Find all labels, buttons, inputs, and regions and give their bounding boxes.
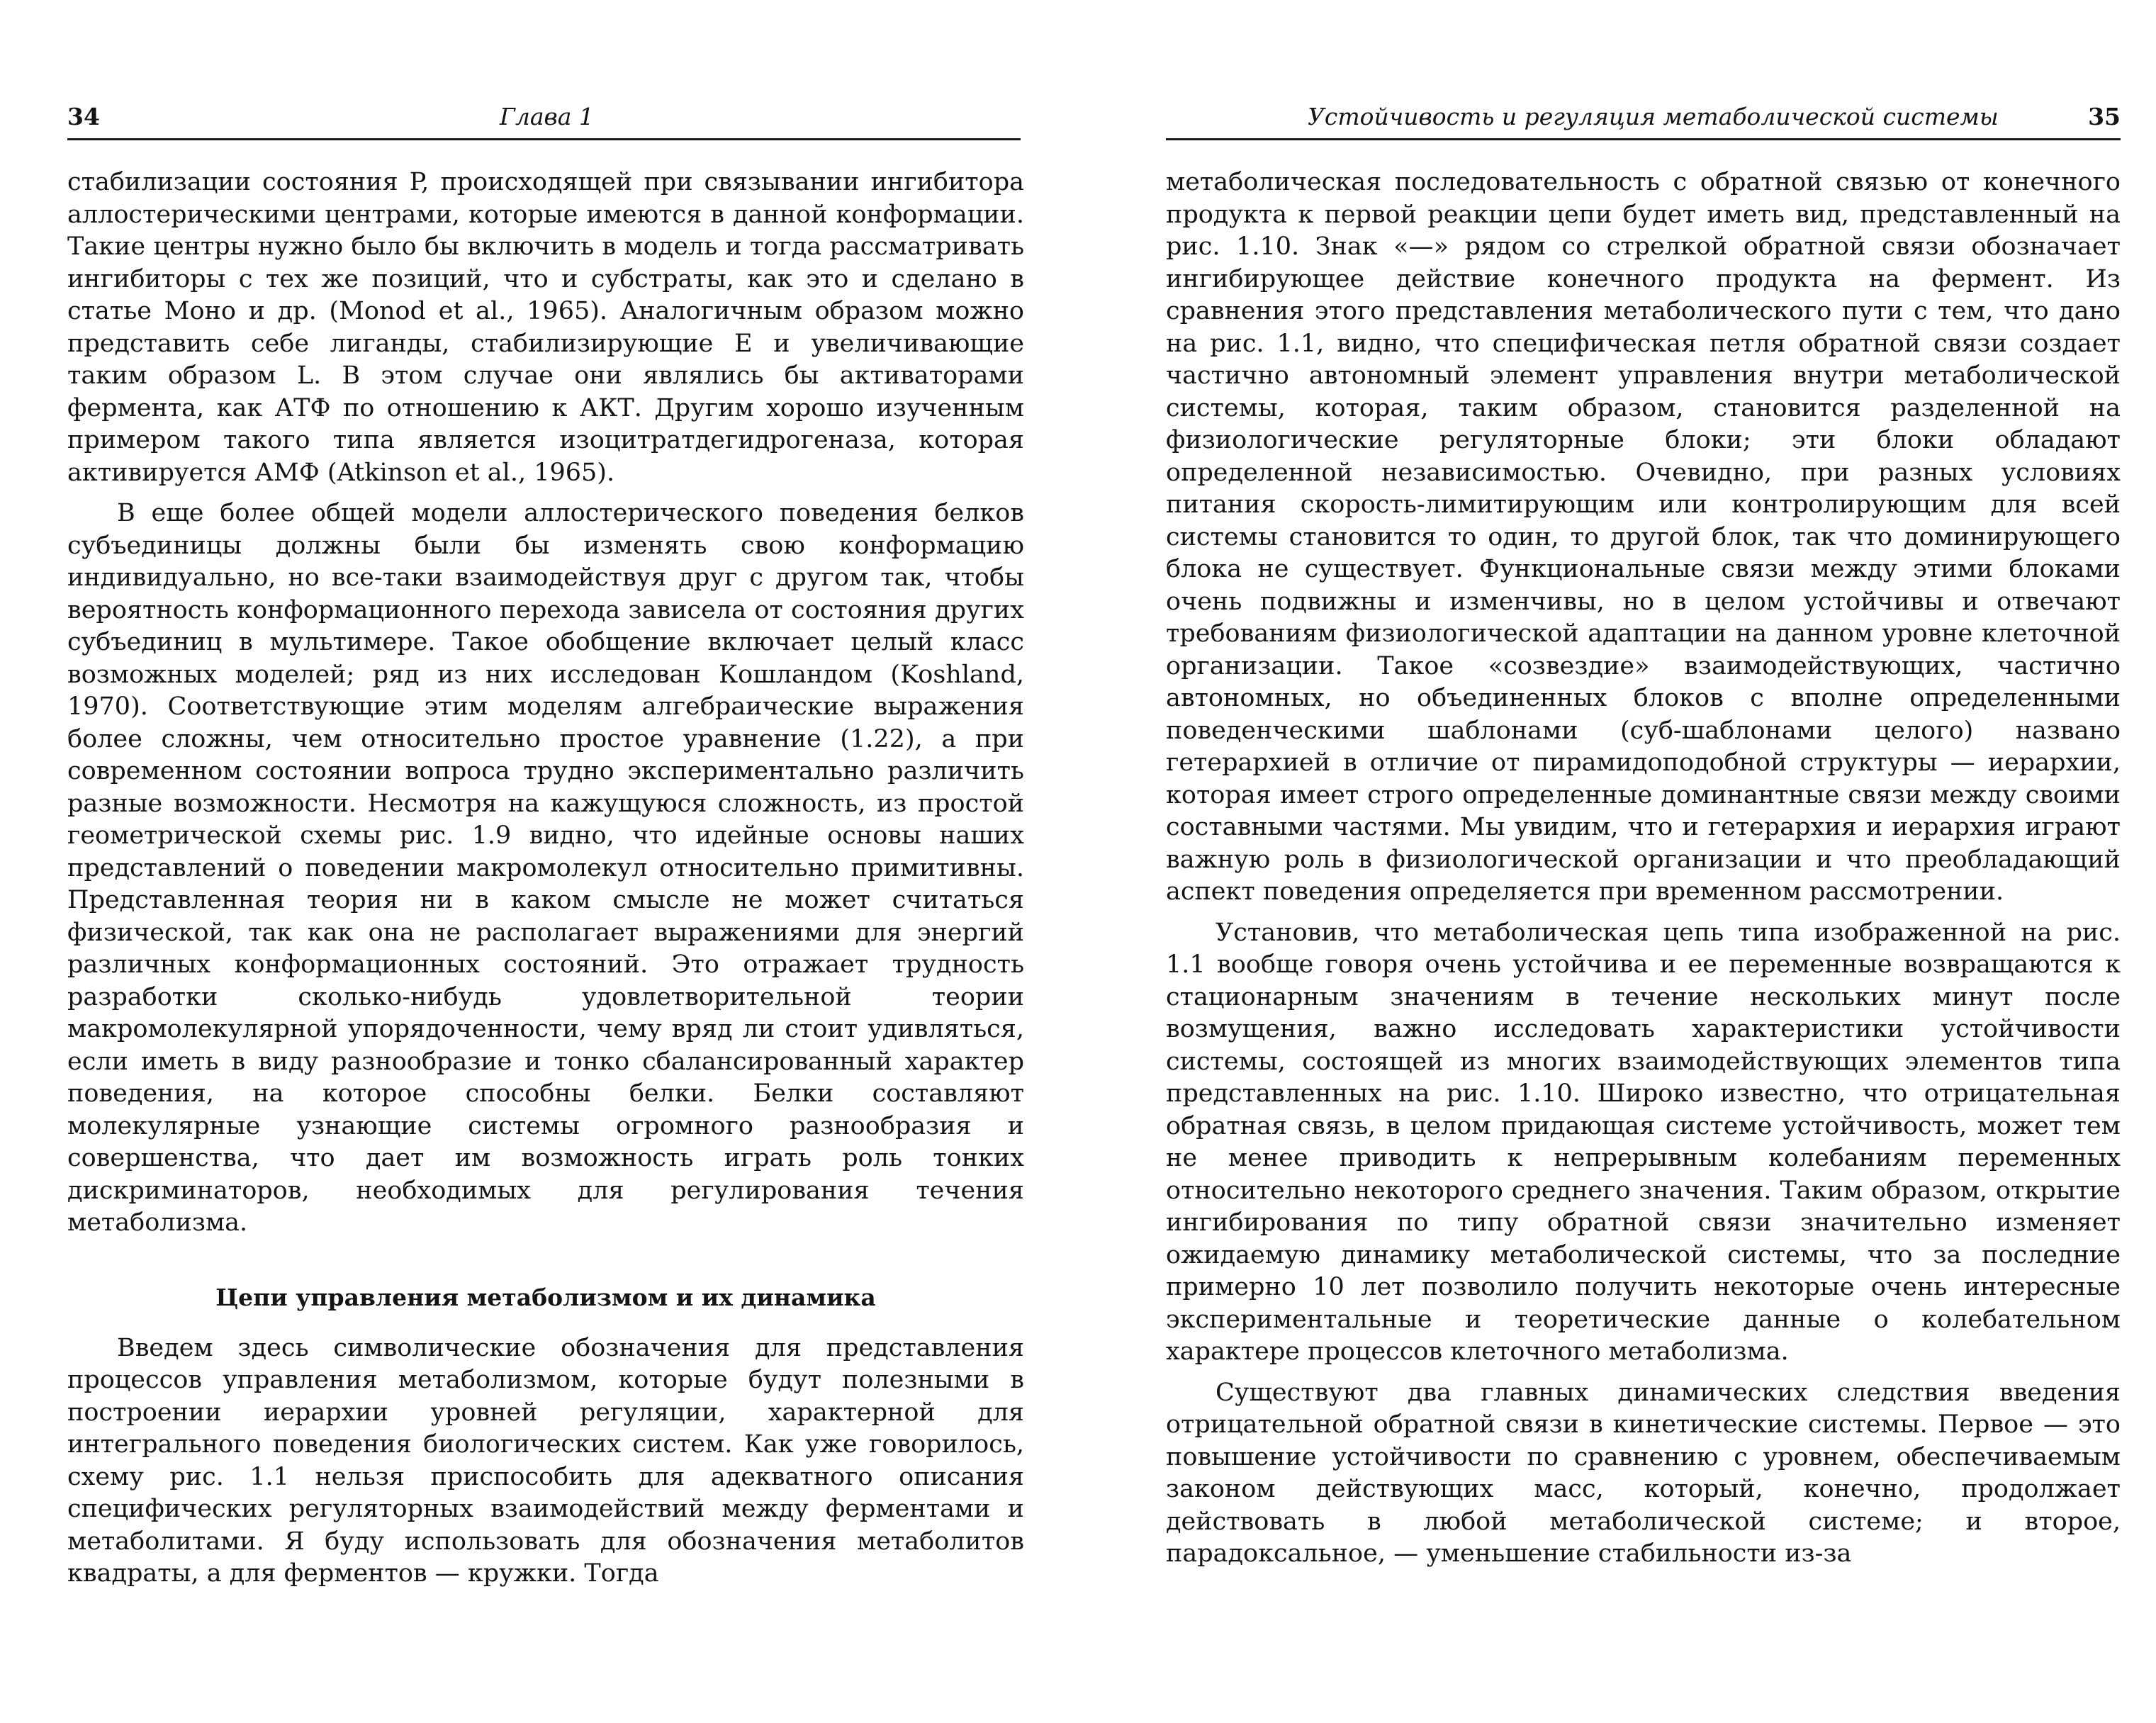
left-page [0, 0, 1063, 1723]
left-page-number: 34 [67, 103, 100, 130]
right-paragraph-3: Существуют два главных динамических следствия введения отрицательной обратной связи в кинетические системы. Первое — это повышение устойчивости по сравнению с уровнем, обеспечиваемым законом действующих масс, который, конечно, продолжает действовать в любой метаболической системе; и второе, парадоксальное, — уменьшение стабильности из-за [1166, 1378, 2121, 1568]
left-page-header [67, 103, 1021, 142]
left-page-body [67, 167, 1024, 1590]
right-header-rule [1166, 138, 2121, 140]
left-paragraph-3: Введем здесь символические обозначения для представления процессов управления метаболизмом, которые будут полезными в построении иерархии уровней регуляции, характерной для интегрального поведения биологических систем. Как уже говорилось, схему рис. 1.1 нельзя приспособить для адекватного описания специфических регуляторных взаимодействий между ферментами и метаболитами. Я буду использовать для обозначения метаболитов квадраты, а для ферментов — кружки. Тогда [67, 1333, 1024, 1588]
right-page-body [1166, 167, 2121, 1571]
left-running-head: Глава 1 [500, 103, 594, 130]
right-page-header [1166, 103, 2121, 142]
left-paragraph-2: В еще более общей модели аллостерического поведения белков субъединицы должны были бы изменять свою конформацию индивидуально, но все-таки взаимодействуя друг с другом так, чтобы вероятность конформационного перехода зависела от состояния других субъединиц в мультимере. Такое обобщение включает целый класс возможных моделей; ряд из них исследован Кошландом (Koshland, 1970). Соответствующие этим моделям алгебраические выражения более сложны, чем относительно простое уравнение (1.22), а при современном состоянии вопроса трудно экспериментально различить разные возможности. Несмотря на кажущуюся сложность, из простой геометрической схемы рис. 1.9 видно, что идейные основы наших представлений о поведении макромолекул относительно примитивны. Представленная теория ни в каком смысле не может считаться физической, так как она не располагает выражениями для энергий различных конформационных состояний. Это отражает трудность разработки сколько-нибудь удовлетворительной теории макромолекулярной упорядоченности, чему вряд ли стоит удивляться, если иметь в виду разнообразие и тонко сбалансированный характер поведения, на которое способны белки. Белки составляют молекулярные узнающие системы огромного разнообразия и совершенства, что дает им возможность играть роль тонких дискриминаторов, необходимых для регулирования течения метаболизма. [67, 499, 1024, 1237]
left-paragraph-1: стабилизации состояния P, происходящей при связывании ингибитора аллостерическими центрами, которые имеются в данной конформации. Такие центры нужно было бы включить в модель и тогда рассматривать ингибиторы с тех же позиций, что и субстраты, как это и сделано в статье Моно и др. (Monod et al., 1965). Аналогичным образом можно представить себе лиганды, стабилизирующие E и увеличивающие таким образом L. В этом случае они являлись бы активаторами фермента, как АТФ по отношению к АКТ. Другим хорошо изученным примером такого типа является изоцитратдегидрогеназа, которая активируется АМФ (Atkinson et al., 1965). [67, 168, 1024, 487]
right-page-number: 35 [2088, 103, 2121, 130]
right-paragraph-1: метаболическая последовательность с обратной связью от конечного продукта к первой реакции цепи будет иметь вид, представленный на рис. 1.10. Знак «—» рядом со стрелкой обратной связи обозначает ингибирующее действие конечного продукта на фермент. Из сравнения этого представления метаболического пути с тем, что дано на рис. 1.1, видно, что специфическая петля обратной связи создает частично автономный элемент управления внутри метаболической системы, которая, таким образом, становится разделенной на физиологические регуляторные блоки; эти блоки обладают определенной независимостью. Очевидно, при разных условиях питания скорость-лимитирующим или контролирующим для всей системы становится то один, то другой блок, так что доминирующего блока не существует. Функциональные связи между этими блоками очень подвижны и изменчивы, но в целом устойчивы и отвечают требованиям физиологической адаптации на данном уровне клеточной организации. Такое «созвездие» взаимодействующих, частично автономных, но объединенных блоков с вполне определенными поведенческими шаблонами (суб-шаблонами целого) названо гетерархией в отличие от пирамидоподобной структуры — иерархии, которая имеет строго определенные доминантные связи между своими составными частями. Мы увидим, что и гетерархия и иерархия играют важную роль в физиологической организации и что преобладающий аспект поведения определяется при временном рассмотрении. [1166, 168, 2121, 906]
right-running-head: Устойчивость и регуляция метаболической системы [1308, 103, 1999, 130]
section-heading: Цепи управления метаболизмом и их динамика [215, 1283, 876, 1311]
left-header-rule [67, 138, 1021, 140]
right-paragraph-2: Установив, что метаболическая цепь типа изображенной на рис. 1.1 вообще говоря очень устойчива и ее переменные возвращаются к стационарным значениям в течение нескольких минут после возмущения, важно исследовать характеристики устойчивости системы, состоящей из многих взаимодействующих элементов типа представленных на рис. 1.10. Широко известно, что отрицательная обратная связь, в целом придающая системе устойчивость, может тем не менее приводить к непрерывным колебаниям переменных относительно некоторого среднего значения. Таким образом, открытие ингибирования по типу обратной связи значительно изменяет ожидаемую динамику метаболической системы, что за последние примерно 10 лет позволило получить некоторые очень интересные экспериментальные и теоретические данные о колебательном характере процессов клеточного метаболизма. [1166, 918, 2121, 1366]
right-page [1063, 0, 2156, 1723]
